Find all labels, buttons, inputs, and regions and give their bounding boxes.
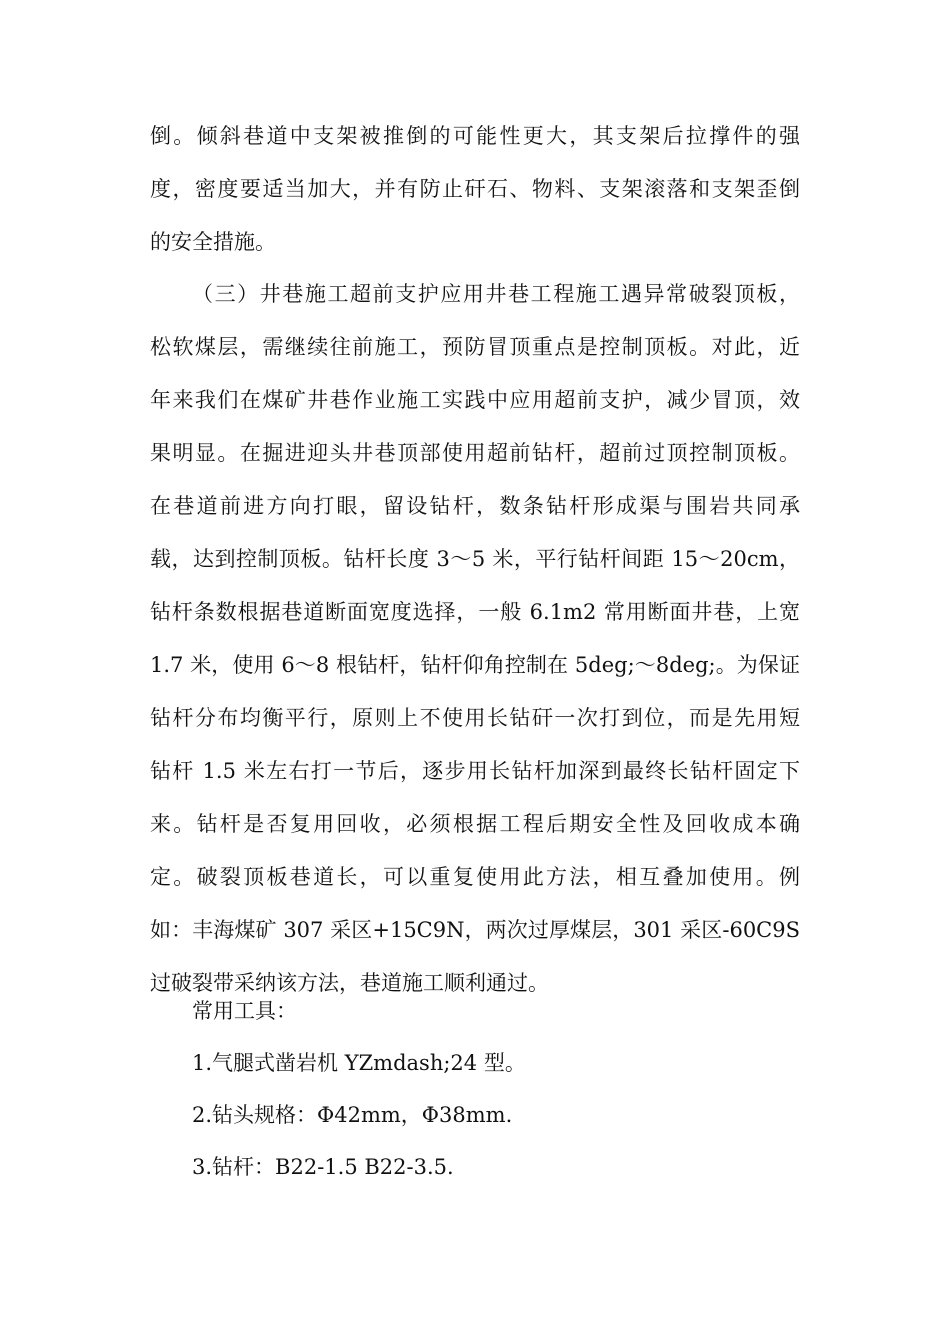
text-line: 常用工具： (192, 999, 297, 1023)
paragraph-support-continuation (150, 110, 800, 269)
text-line: 载，达到控制顶板。钻杆长度 3～5 米，平行钻杆间距 15～20cm， (150, 547, 800, 571)
text-line: 如：丰海煤矿 307 采区+15C9N，两次过厚煤层，301 采区-60C9S (150, 918, 800, 942)
text-line: 在巷道前进方向打眼，留设钻杆，数条钻杆形成渠与围岩共同承 (150, 494, 800, 518)
text-line: 1.7 米，使用 6～8 根钻杆，钻杆仰角控制在 5deg;～8deg;。为保证 (150, 653, 800, 677)
text-line: 度，密度要适当加大，并有防止矸石、物料、支架滚落和支架歪倒 (150, 177, 800, 201)
section-heading-line: （三）井巷施工超前支护应用井巷工程施工遇异常破裂顶板， (192, 282, 800, 306)
text-line: 果明显。在掘进迎头井巷顶部使用超前钻杆，超前过顶控制顶板。 (150, 441, 800, 465)
tool-item-rock-drill (150, 1037, 800, 1090)
tools-heading (150, 985, 800, 1038)
text-line: 钻杆 1.5 米左右打一节后，逐步用长钻杆加深到最终长钻杆固定下 (150, 759, 800, 783)
text-line: 倒。倾斜巷道中支架被推倒的可能性更大，其支架后拉撑件的强 (150, 124, 800, 148)
tool-item-drill-bit (150, 1089, 800, 1142)
text-line: 过破裂带采纳该方法，巷道施工顺利通过。 (150, 971, 549, 995)
text-line: 钻杆分布均衡平行，原则上不使用长钻矸一次打到位，而是先用短 (150, 706, 800, 730)
text-line: 定。破裂顶板巷道长，可以重复使用此方法，相互叠加使用。例 (150, 865, 800, 889)
text-line: 年来我们在煤矿井巷作业施工实践中应用超前支护，减少冒顶，效 (150, 388, 800, 412)
list-item: 3.钻杆：B22-1.5 B22-3.5. (192, 1155, 454, 1179)
list-item: 2.钻头规格：Φ42mm，Φ38mm. (192, 1103, 513, 1127)
text-line: 钻杆条数根据巷道断面宽度选择，一般 6.1m2 常用断面井巷，上宽 (150, 600, 800, 624)
text-line: 的安全措施。 (150, 230, 276, 254)
text-line: 来。钻杆是否复用回收，必须根据工程后期安全性及回收成本确 (150, 812, 800, 836)
list-item: 1.气腿式凿岩机 YZmdash;24 型。 (192, 1051, 526, 1075)
paragraph-advance-support (150, 268, 800, 1010)
tool-item-drill-rod (150, 1141, 800, 1194)
text-line: 松软煤层，需继续往前施工，预防冒顶重点是控制顶板。对此，近 (150, 335, 800, 359)
